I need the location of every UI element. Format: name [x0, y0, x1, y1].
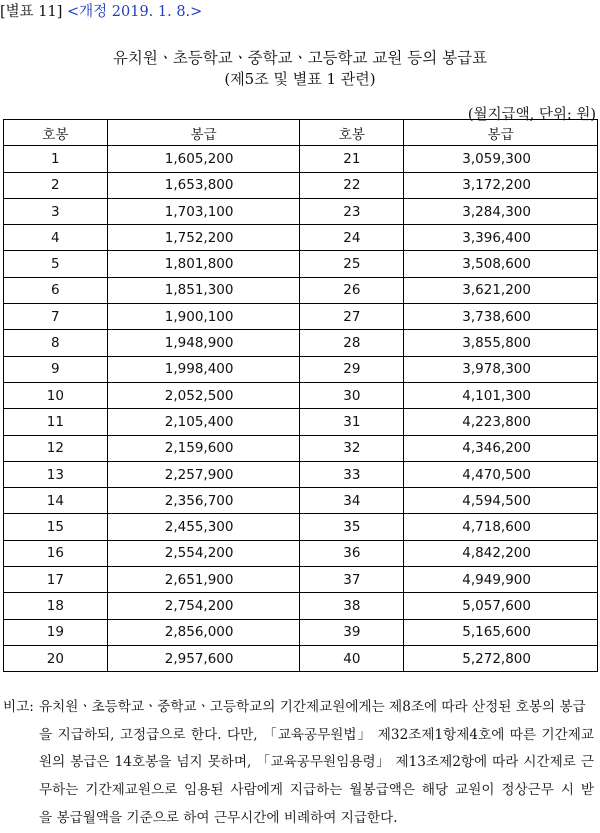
salary-cell: 2,356,700 — [107, 488, 300, 514]
salary-cell: 5,272,800 — [404, 645, 598, 671]
table-row — [4, 488, 598, 514]
salary-cell: 3,978,300 — [404, 356, 598, 382]
revision-note: <개정 2019. 1. 8.> — [67, 4, 203, 20]
rank-cell: 21 — [300, 146, 404, 172]
table-row — [4, 356, 598, 382]
table-row — [4, 540, 598, 566]
rank-cell: 10 — [4, 382, 108, 408]
rank-cell: 3 — [4, 198, 108, 224]
salary-cell: 1,801,800 — [107, 251, 300, 277]
rank-cell: 18 — [4, 593, 108, 619]
rank-cell: 22 — [300, 172, 404, 198]
rank-cell: 6 — [4, 277, 108, 303]
rank-cell: 39 — [300, 619, 404, 645]
salary-cell: 1,851,300 — [107, 277, 300, 303]
salary-cell: 1,998,400 — [107, 356, 300, 382]
rank-cell: 14 — [4, 488, 108, 514]
salary-cell: 3,508,600 — [404, 251, 598, 277]
table-row — [4, 330, 598, 356]
rank-cell: 7 — [4, 304, 108, 330]
rank-cell: 35 — [300, 514, 404, 540]
rank-cell: 8 — [4, 330, 108, 356]
salary-cell: 3,284,300 — [404, 198, 598, 224]
rank-cell: 11 — [4, 409, 108, 435]
rank-cell: 15 — [4, 514, 108, 540]
table-row — [4, 382, 598, 408]
salary-cell: 4,223,800 — [404, 409, 598, 435]
rank-cell: 1 — [4, 146, 108, 172]
rank-cell: 32 — [300, 435, 404, 461]
rank-cell: 24 — [300, 225, 404, 251]
rank-cell: 13 — [4, 461, 108, 487]
table-row — [4, 225, 598, 251]
remarks-line: 유치원ㆍ초등학교ㆍ중학교ㆍ고등학교의 기간제교원에게는 제8조에 따라 산정된 호봉의 봉급 — [39, 699, 586, 715]
salary-cell: 3,621,200 — [404, 277, 598, 303]
table-row — [4, 304, 598, 330]
salary-cell: 2,257,900 — [107, 461, 300, 487]
salary-cell: 2,754,200 — [107, 593, 300, 619]
unit-note: (월지급액, 단위: 원) — [467, 107, 596, 123]
table-row — [4, 198, 598, 224]
rank-cell: 36 — [300, 540, 404, 566]
table-header — [0, 0, 202, 21]
column-header-rank: 호봉 — [4, 120, 108, 146]
rank-cell: 34 — [300, 488, 404, 514]
column-header-rank: 호봉 — [300, 120, 404, 146]
salary-cell: 2,957,600 — [107, 645, 300, 671]
rank-cell: 4 — [4, 225, 108, 251]
table-row — [4, 251, 598, 277]
table-number: [별표 11] — [0, 4, 63, 20]
salary-table — [3, 119, 598, 672]
table-row — [4, 435, 598, 461]
table-row — [4, 567, 598, 593]
rank-cell: 5 — [4, 251, 108, 277]
salary-cell: 2,554,200 — [107, 540, 300, 566]
salary-cell: 4,949,900 — [404, 567, 598, 593]
rank-cell: 33 — [300, 461, 404, 487]
table-row — [4, 172, 598, 198]
document-subtitle: (제5조 및 별표 1 관련) — [224, 70, 376, 88]
rank-cell: 16 — [4, 540, 108, 566]
table-row — [4, 514, 598, 540]
remarks-line: 원의 봉급은 14호봉을 넘지 못하며, 「교육공무원임용령」 제13조제2항에 따라 시간제로 근 — [39, 754, 594, 771]
table-header-row — [4, 120, 598, 146]
column-header-salary: 봉급 — [107, 120, 300, 146]
table-row — [4, 409, 598, 435]
salary-cell: 2,159,600 — [107, 435, 300, 461]
salary-cell: 1,605,200 — [107, 146, 300, 172]
salary-cell: 4,470,500 — [404, 461, 598, 487]
document-title: 유치원ㆍ초등학교ㆍ중학교ㆍ고등학교 교원 등의 봉급표 — [112, 49, 488, 67]
salary-cell: 5,165,600 — [404, 619, 598, 645]
salary-cell: 1,653,800 — [107, 172, 300, 198]
salary-cell: 1,703,100 — [107, 198, 300, 224]
salary-cell: 5,057,600 — [404, 593, 598, 619]
column-header-salary: 봉급 — [404, 120, 598, 146]
rank-cell: 31 — [300, 409, 404, 435]
salary-cell: 3,396,400 — [404, 225, 598, 251]
rank-cell: 30 — [300, 382, 404, 408]
remarks-line: 을 지급하되, 고정급으로 한다. 다만, 「교육공무원법」 제32조제1항제4호에 따른 기간제교 — [39, 726, 594, 743]
rank-cell: 29 — [300, 356, 404, 382]
table-row — [4, 146, 598, 172]
rank-cell: 20 — [4, 645, 108, 671]
rank-cell: 12 — [4, 435, 108, 461]
rank-cell: 9 — [4, 356, 108, 382]
salary-cell: 4,594,500 — [404, 488, 598, 514]
rank-cell: 17 — [4, 567, 108, 593]
rank-cell: 27 — [300, 304, 404, 330]
salary-cell: 1,900,100 — [107, 304, 300, 330]
rank-cell: 28 — [300, 330, 404, 356]
remarks-line: 무하는 기간제교원으로 임용된 사람에게 지급하는 월봉급액은 해당 교원이 정상근무 시 받 — [39, 782, 594, 799]
salary-cell: 4,718,600 — [404, 514, 598, 540]
table-body — [4, 146, 598, 672]
table-row — [4, 645, 598, 671]
rank-cell: 38 — [300, 593, 404, 619]
rank-cell: 23 — [300, 198, 404, 224]
salary-cell: 1,752,200 — [107, 225, 300, 251]
table-row — [4, 593, 598, 619]
salary-cell: 3,059,300 — [404, 146, 598, 172]
rank-cell: 37 — [300, 567, 404, 593]
rank-cell: 40 — [300, 645, 404, 671]
salary-cell: 1,948,900 — [107, 330, 300, 356]
rank-cell: 19 — [4, 619, 108, 645]
salary-cell: 2,052,500 — [107, 382, 300, 408]
salary-cell: 2,651,900 — [107, 567, 300, 593]
salary-cell: 2,856,000 — [107, 619, 300, 645]
salary-cell: 3,172,200 — [404, 172, 598, 198]
salary-cell: 4,842,200 — [404, 540, 598, 566]
salary-cell: 2,455,300 — [107, 514, 300, 540]
salary-cell: 3,855,800 — [404, 330, 598, 356]
remarks-line: 을 봉급월액을 기준으로 하여 근무시간에 비례하여 지급한다. — [39, 809, 398, 826]
salary-cell: 4,101,300 — [404, 382, 598, 408]
table-row — [4, 619, 598, 645]
table-row — [4, 461, 598, 487]
salary-cell: 4,346,200 — [404, 435, 598, 461]
remarks — [3, 694, 594, 833]
rank-cell: 26 — [300, 277, 404, 303]
rank-cell: 2 — [4, 172, 108, 198]
table-row — [4, 277, 598, 303]
salary-cell: 2,105,400 — [107, 409, 300, 435]
remarks-label: 비고: — [3, 699, 34, 715]
salary-cell: 3,738,600 — [404, 304, 598, 330]
rank-cell: 25 — [300, 251, 404, 277]
